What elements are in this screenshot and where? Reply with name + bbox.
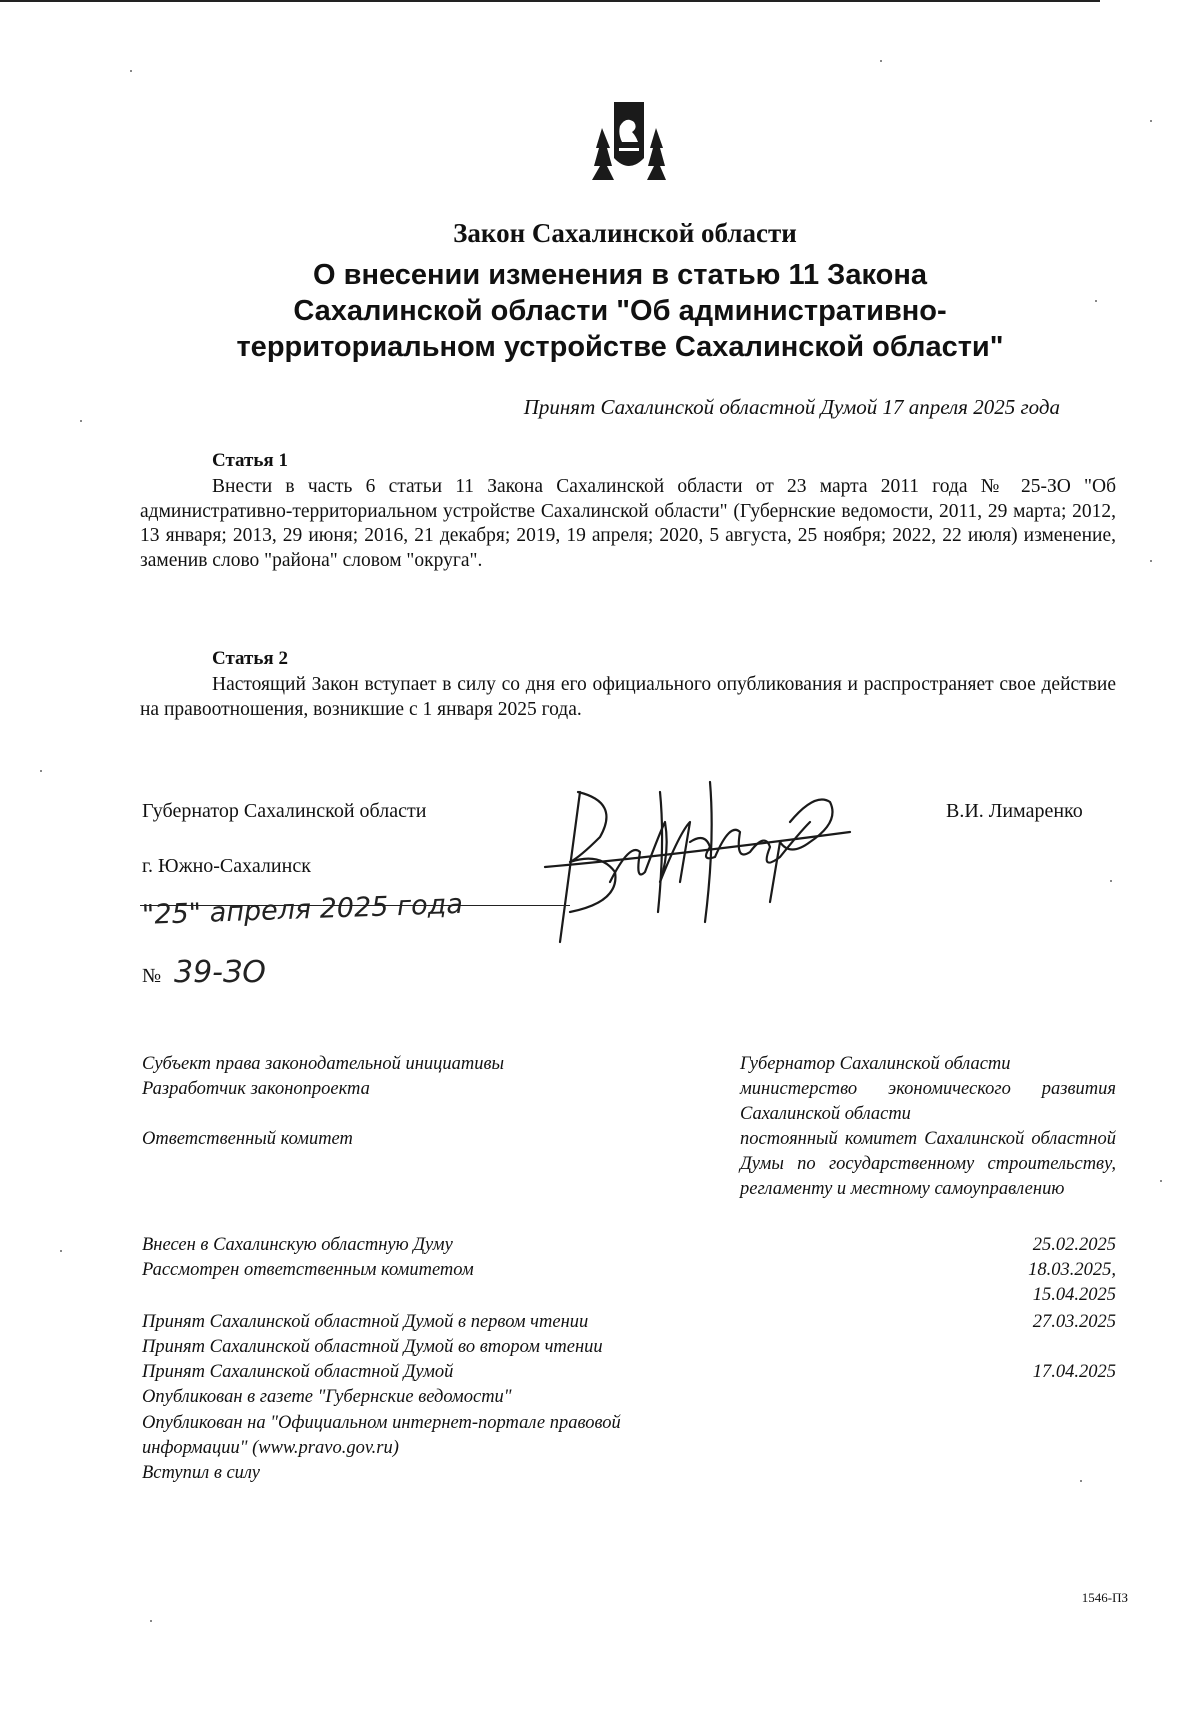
article-1-heading: Статья 1 [212,450,288,471]
meta-label-published-portal-2: информации" (www.pravo.gov.ru) [142,1438,399,1458]
meta-label-adopted: Принят Сахалинской областной Думой [142,1362,454,1382]
governor-signature [540,762,870,952]
article-2-text [140,673,1116,722]
article-2-body: Настоящий Закон вступает в силу со дня его официального опубликования и распространяет свое действие на правоотношения, возникшие с 1 января 2025 года. [140,674,1116,720]
meta-value-developer: министерство экономического развития Сахалинской области [740,1079,1116,1124]
law-subtitle-line-1: О внесении изменения в статью 11 Закона [313,259,927,291]
meta-label-published-newspaper: Опубликован в газете "Губернские ведомости" [142,1387,512,1407]
governor-title: Губернатор Сахалинской области [142,800,427,822]
article-1-text [140,475,1116,573]
law-number-handwritten: 39-ЗО [174,955,266,990]
law-subtitle [0,257,1200,365]
meta-label-developer: Разработчик законопроекта [142,1079,370,1099]
adoption-note: Принят Сахалинской областной Думой 17 апреля 2025 года [523,395,1060,419]
meta-label-initiative: Субъект права законодательной инициативы [142,1054,505,1074]
meta-label-second-reading: Принят Сахалинской областной Думой во втором чтении [142,1337,603,1357]
law-subtitle-line-3: территориальном устройстве Сахалинской области" [236,331,1004,363]
article-2-heading: Статья 2 [212,648,288,669]
article-1-body: Внести в часть 6 статьи 11 Закона Сахалинской области от 23 марта 2011 года № 25-ЗО "Об административно-территориальном устройстве Сахалинской области" (Губернские ведомости, 2011, 29 марта; 2012, 13 января; 2013, 29 июня; 2016, 21 декабря; 2019, 19 апреля; 2020, 5 августа, 25 ноября; 2022, 22 июля) изменение, заменив слово "района" словом "округа". [140,476,1116,571]
law-number-prefix: № [142,965,162,987]
meta-date-considered-2: 15.04.2025 [1032,1285,1116,1305]
meta-date-adopted: 17.04.2025 [1032,1362,1116,1382]
law-subtitle-line-2: Сахалинской области "Об административно- [293,295,947,327]
footer-document-code: 1546-ПЗ [1081,1590,1128,1605]
signing-date-handwritten: "25" апреля 2025 года [141,888,464,931]
meta-label-published-portal-1: Опубликован на "Официальном интернет-портале правовой [142,1413,621,1433]
meta-date-submitted: 25.02.2025 [1032,1235,1116,1255]
governor-name: В.И. Лимаренко [946,800,1083,822]
meta-date-considered-1: 18.03.2025, [1028,1260,1116,1280]
coat-of-arms-emblem [592,98,666,180]
meta-label-considered: Рассмотрен ответственным комитетом [142,1260,474,1280]
law-title: Закон Сахалинской области [453,218,797,248]
city-name: г. Южно-Сахалинск [142,855,311,877]
meta-label-committee: Ответственный комитет [142,1129,353,1149]
meta-value-committee: постоянный комитет Сахалинской областной Думы по государственному строительству, регламенту и местному самоуправлению [740,1129,1116,1199]
meta-label-entered-into-force: Вступил в силу [142,1463,260,1483]
top-scan-border [0,0,1100,2]
meta-value-initiative: Губернатор Сахалинской области [740,1054,1011,1074]
meta-label-submitted: Внесен в Сахалинскую областную Думу [142,1235,453,1255]
meta-date-first-reading: 27.03.2025 [1032,1312,1116,1332]
meta-label-first-reading: Принят Сахалинской областной Думой в первом чтении [142,1312,589,1332]
